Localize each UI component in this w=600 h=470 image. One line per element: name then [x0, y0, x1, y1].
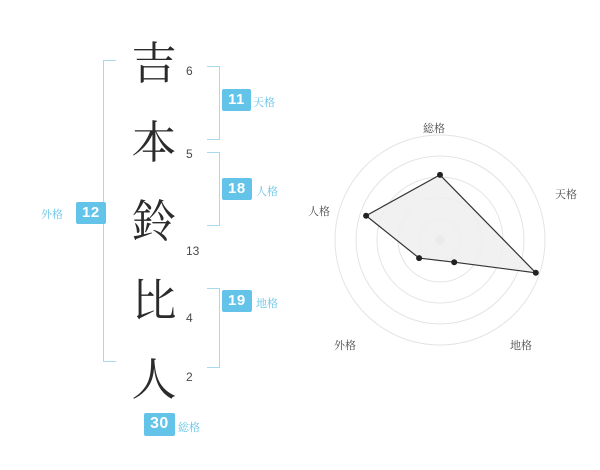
chip-gaikaku-label: 外格	[41, 208, 63, 221]
chip-gaikaku-value: 12	[76, 202, 106, 224]
kanji-character: 本	[131, 116, 177, 169]
radar-axis-label-tenkaku: 天格	[555, 188, 577, 201]
stroke-count: 2	[186, 370, 193, 384]
chip-chikaku-label: 地格	[256, 297, 278, 310]
stroke-count: 4	[186, 311, 193, 325]
radar-axis-label-gaikaku: 外格	[334, 339, 356, 352]
chip-tenkaku-value: 11	[222, 89, 251, 111]
kanji-character: 人	[131, 353, 177, 406]
stroke-count: 6	[186, 64, 193, 78]
radar-axis-label-chikaku: 地格	[510, 339, 532, 352]
radar-chart-svg	[310, 0, 600, 470]
kanji-character: 比	[131, 274, 177, 327]
bracket-chikaku	[207, 288, 220, 368]
stroke-count: 5	[186, 147, 193, 161]
chip-jinkaku-label: 人格	[256, 185, 278, 198]
kanji-character: 鈴	[131, 195, 177, 248]
chip-jinkaku-value: 18	[222, 178, 252, 200]
radar-chart	[310, 0, 600, 470]
chip-tenkaku-label: 天格	[253, 96, 275, 109]
radar-series-polygon	[366, 175, 536, 273]
radar-axis-label-soukaku: 総格	[423, 122, 445, 135]
bracket-tenkaku	[207, 66, 220, 140]
chip-soukaku-value: 30	[144, 413, 175, 436]
kanji-column	[122, 24, 186, 419]
chip-chikaku-value: 19	[222, 290, 252, 312]
kanji-character: 吉	[131, 37, 177, 90]
radar-axis-label-jinkaku: 人格	[308, 205, 330, 218]
bracket-jinkaku	[207, 152, 220, 226]
chip-soukaku-label: 総格	[178, 421, 200, 434]
stroke-count: 13	[186, 244, 200, 258]
